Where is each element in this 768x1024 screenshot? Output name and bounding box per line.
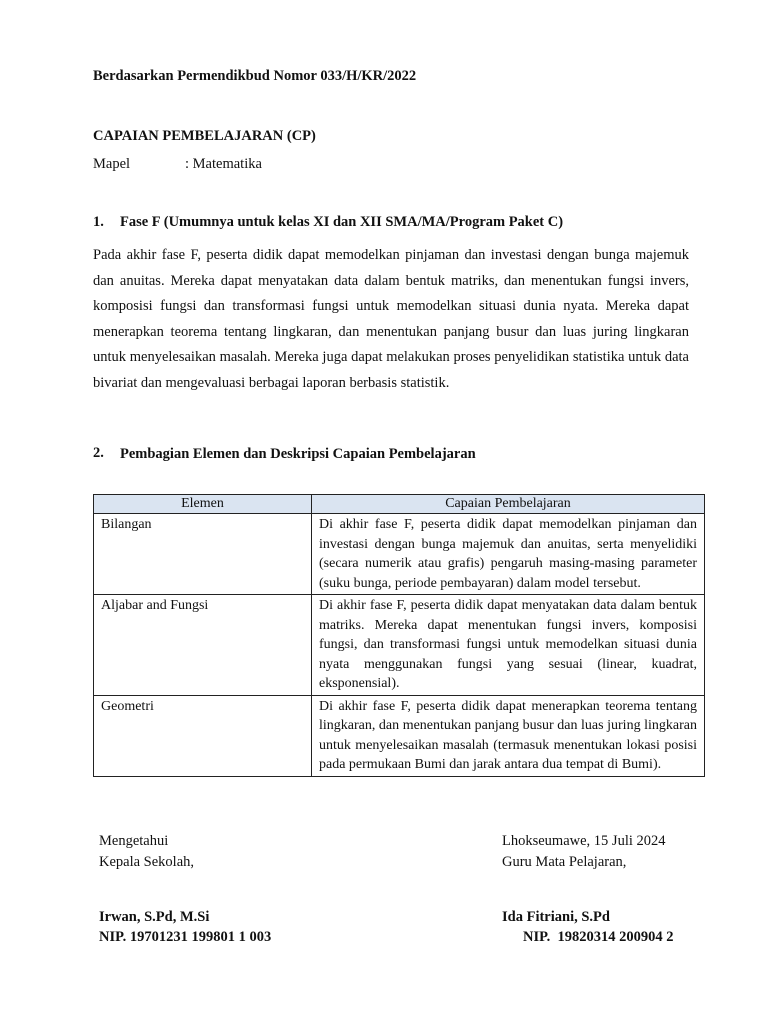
header-elemen: Elemen — [94, 495, 312, 514]
table-row — [94, 695, 705, 776]
elemen-cell: Aljabar and Fungsi — [94, 595, 312, 696]
section1-number: 1. — [93, 214, 104, 230]
teacher-role: Guru Mata Pelajaran, — [502, 853, 627, 870]
section1-paragraph: Pada akhir fase F, peserta didik dapat memodelkan pinjaman dan investasi dengan bunga majemuk dan anuitas. Mereka dapat menyatakan data dalam bentuk matriks, dan menentukan fungsi invers, komposisi fungsi dan transformasi fungsi untuk memodelkan situasi dunia nyata. Mereka dapat menerapkan teorema tentang lingkaran, dan menentukan panjang busur dan luas juring lingkaran untuk menyelesaikan masalah. Mereka juga dapat melakukan proses penyelidikan statistika untuk data bivariat dan mengevaluasi berbagai laporan berbasis statistik. — [93, 247, 689, 391]
capaian-cell: Di akhir fase F, peserta didik dapat memodelkan pinjaman dan investasi dengan bunga majemuk dan anuitas, serta menyelidiki (secara numerik atau grafis) pengaruh masing-masing parameter (suku bunga, periode pembayaran) dalam model tersebut. — [312, 514, 705, 595]
section2-title: Pembagian Elemen dan Deskripsi Capaian Pembelajaran — [120, 446, 476, 462]
teacher-name: Ida Fitriani, S.Pd — [502, 909, 610, 925]
signature-left — [99, 831, 194, 872]
table-row — [94, 595, 705, 696]
section1-title: Fase F (Umumnya untuk kelas XI dan XII SMA/MA/Program Paket C) — [120, 214, 564, 230]
principal-role: Kepala Sekolah, — [99, 853, 195, 870]
table-row — [94, 514, 705, 595]
section2-number: 2. — [93, 445, 104, 461]
capaian-cell: Di akhir fase F, peserta didik dapat menerapkan teorema tentang lingkaran, dan menentukan panjang busur dan luas juring lingkaran untuk menyelesaikan masalah (termasuk menentukan lokasi posisi pada permukaan Bumi dan jarak antara dua tempat di Bumi). — [312, 695, 705, 776]
capaian-cell: Di akhir fase F, peserta didik dapat menyatakan data dalam bentuk matriks. Mereka dapat menentukan fungsi invers, komposisi fungsi, dan transformasi fungsi untuk memodelkan situasi dunia nyata menggunakan fungsi yang sesuai (linear, kuadrat, eksponensial). — [312, 595, 705, 696]
cp-title: CAPAIAN PEMBELAJARAN (CP) — [93, 128, 316, 144]
elemen-cell: Geometri — [94, 695, 312, 776]
principal-nip: NIP. 19701231 199801 1 003 — [99, 929, 272, 945]
mapel-label: Mapel — [93, 156, 131, 172]
principal-name: Irwan, S.Pd, M.Si — [99, 909, 210, 925]
header-capaian: Capaian Pembelajaran — [312, 495, 705, 514]
mapel-value: : Matematika — [185, 156, 262, 172]
capaian-table — [93, 494, 705, 777]
teacher-nip: NIP. 19820314 200904 2 — [523, 929, 674, 945]
acknowledge-label: Mengetahui — [99, 833, 169, 849]
signature-right — [502, 831, 666, 872]
regulation-reference: Berdasarkan Permendikbud Nomor 033/H/KR/2022 — [93, 68, 417, 84]
elemen-cell: Bilangan — [94, 514, 312, 595]
table-header-row — [94, 495, 705, 514]
place-date: Lhokseumawe, 15 Juli 2024 — [502, 833, 666, 849]
